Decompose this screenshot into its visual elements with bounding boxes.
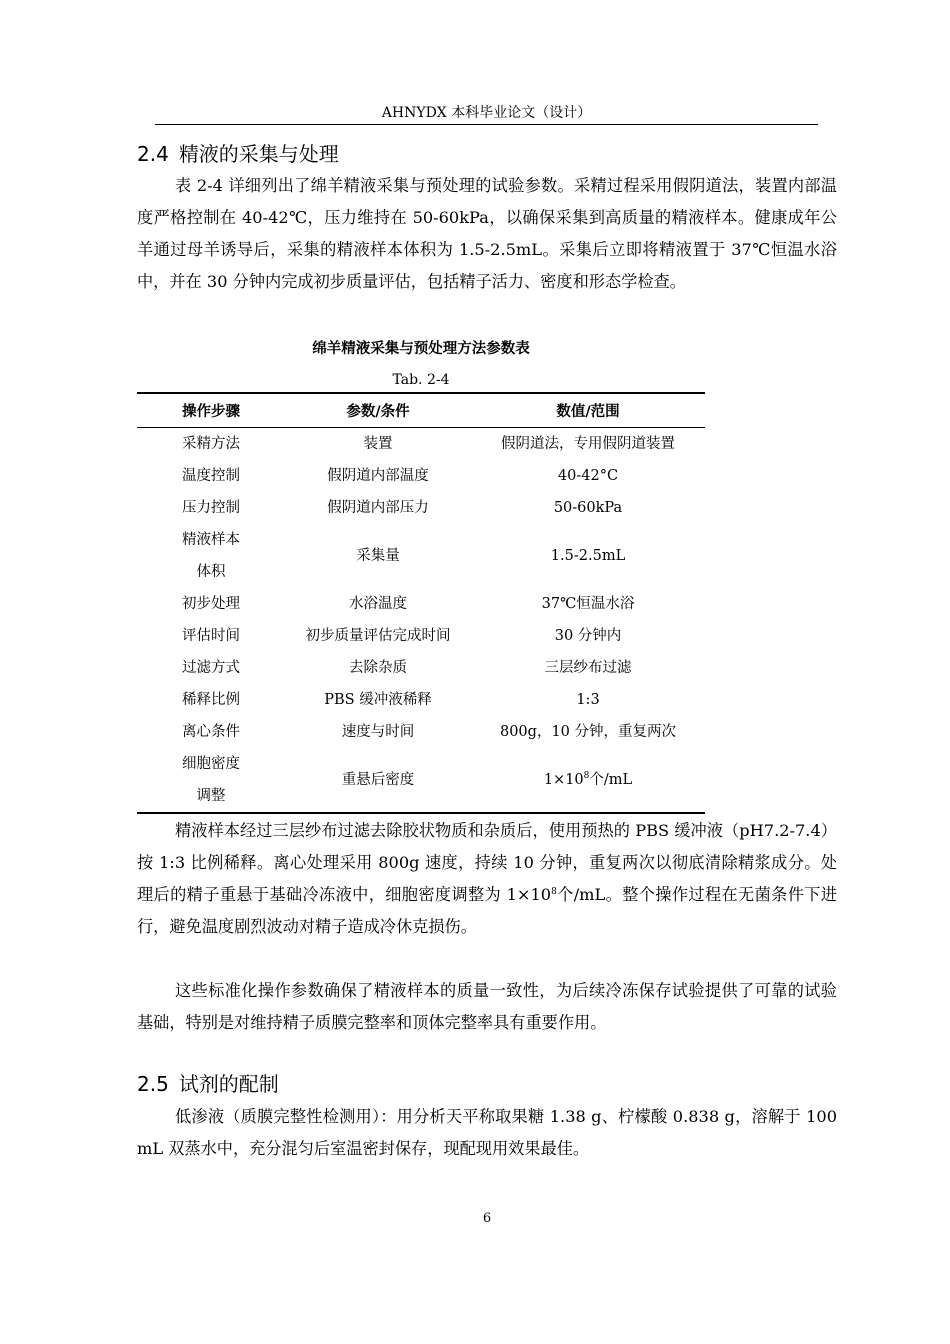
paragraph-reagent: 低渗液（质膜完整性检测用）：用分析天平称取果糖 1.38 g、柠檬酸 0.838 g，溶解于 100 mL 双蒸水中，充分混匀后室温密封保存，现配现用效果最佳。 bbox=[137, 1107, 837, 1158]
cell-condition: PBS 缓冲液稀释 bbox=[324, 692, 432, 708]
section-heading-2-5 bbox=[137, 1071, 279, 1097]
cell-value-unit: 个/mL bbox=[589, 772, 633, 788]
cell-condition: 装置 bbox=[363, 436, 393, 452]
cell-step bbox=[137, 748, 285, 813]
table-row bbox=[137, 460, 705, 492]
table-row bbox=[137, 684, 705, 716]
cell-step: 稀释比例 bbox=[182, 692, 240, 708]
paragraph-processing-text-b: 个/mL。整个操作过程在无菌条件下进行，避免温度剧烈波动对精子造成冷休克损伤。 bbox=[137, 885, 837, 936]
section-heading-2-4 bbox=[137, 141, 339, 167]
running-header: AHNYDX 本科毕业论文（设计） bbox=[155, 104, 818, 125]
cell-value-base: 1×10 bbox=[543, 772, 584, 788]
table-header-row bbox=[137, 393, 705, 428]
cell-condition: 水浴温度 bbox=[349, 596, 407, 612]
cell-value bbox=[471, 748, 705, 813]
table-label: Tab. 2-4 bbox=[392, 372, 450, 388]
cell-step-text: 精液样本体积 bbox=[182, 532, 240, 580]
table-title: 绵羊精液采集与预处理方法参数表 bbox=[312, 341, 530, 357]
paragraph-intro: 表 2-4 详细列出了绵羊精液采集与预处理的试验参数。采精过程采用假阴道法，装置内部温度严格控制在 40-42℃，压力维持在 50-60kPa，以确保采集到高质量的精液样本。健康成年公羊通过母羊诱导后，采集的精液样本体积为 1.5-2.5mL。采集后立即将精液置于 37℃恒温水浴中，并在 30 分钟内完成初步质量评估，包括精子活力、密度和形态学检查。 bbox=[137, 176, 837, 291]
density-exponent: 8 bbox=[551, 887, 557, 897]
section-number: 2.4 bbox=[137, 142, 169, 166]
cell-step: 评估时间 bbox=[182, 628, 240, 644]
cell-value: 三层纱布过滤 bbox=[544, 660, 632, 676]
table-row bbox=[137, 492, 705, 524]
parameter-table bbox=[137, 392, 705, 814]
table-row bbox=[137, 716, 705, 748]
col-header-condition: 参数/条件 bbox=[285, 393, 471, 428]
col-header-step: 操作步骤 bbox=[137, 393, 285, 428]
table-row bbox=[137, 620, 705, 652]
table-row bbox=[137, 428, 705, 461]
cell-value: 1.5-2.5mL bbox=[550, 548, 626, 564]
cell-value-exponent: 8 bbox=[583, 771, 590, 781]
cell-value: 1:3 bbox=[576, 692, 600, 708]
paragraph-processing bbox=[137, 815, 837, 943]
cell-step: 温度控制 bbox=[182, 468, 240, 484]
cell-value: 30 分钟内 bbox=[554, 628, 622, 644]
cell-step: 压力控制 bbox=[182, 500, 240, 516]
table-row bbox=[137, 652, 705, 684]
cell-condition: 去除杂质 bbox=[349, 660, 407, 676]
section-title: 试剂的配制 bbox=[178, 1072, 279, 1096]
cell-step bbox=[137, 524, 285, 588]
table-row bbox=[137, 588, 705, 620]
cell-condition: 速度与时间 bbox=[341, 724, 415, 740]
cell-value: 800g，10 分钟，重复两次 bbox=[499, 724, 677, 740]
paragraph-standardization: 这些标准化操作参数确保了精液样本的质量一致性，为后续冷冻保存试验提供了可靠的试验基础，特别是对维持精子质膜完整率和顶体完整率具有重要作用。 bbox=[137, 981, 837, 1032]
section-number: 2.5 bbox=[137, 1072, 169, 1096]
cell-condition: 假阴道内部温度 bbox=[327, 468, 429, 484]
cell-step: 过滤方式 bbox=[182, 660, 240, 676]
cell-step: 初步处理 bbox=[182, 596, 240, 612]
cell-condition: 采集量 bbox=[356, 548, 400, 564]
table-row bbox=[137, 748, 705, 813]
page-number: 6 bbox=[482, 1211, 492, 1226]
cell-value: 假阴道法，专用假阴道装置 bbox=[501, 436, 675, 452]
cell-step: 采精方法 bbox=[182, 436, 240, 452]
cell-step-text: 细胞密度调整 bbox=[182, 756, 240, 804]
table-row bbox=[137, 524, 705, 588]
cell-condition: 假阴道内部压力 bbox=[327, 500, 429, 516]
section-title: 精液的采集与处理 bbox=[178, 142, 339, 166]
cell-condition: 初步质量评估完成时间 bbox=[305, 628, 451, 644]
col-header-value: 数值/范围 bbox=[471, 393, 705, 428]
cell-value: 50-60kPa bbox=[553, 500, 623, 516]
cell-step: 离心条件 bbox=[182, 724, 240, 740]
cell-condition: 重悬后密度 bbox=[341, 772, 415, 788]
cell-value: 40-42°C bbox=[557, 468, 619, 484]
paragraph-processing-text-a: 精液样本经过三层纱布过滤去除胶状物质和杂质后，使用预热的 PBS 缓冲液（pH7.2-7.4）按 1:3 比例稀释。离心处理采用 800g 速度，持续 10 分钟，重复两次以彻底清除精浆成分。处理后的精子重悬于基础冷冻液中，细胞密度调整为 1×10 bbox=[137, 821, 837, 904]
cell-value: 37℃恒温水浴 bbox=[541, 596, 635, 612]
